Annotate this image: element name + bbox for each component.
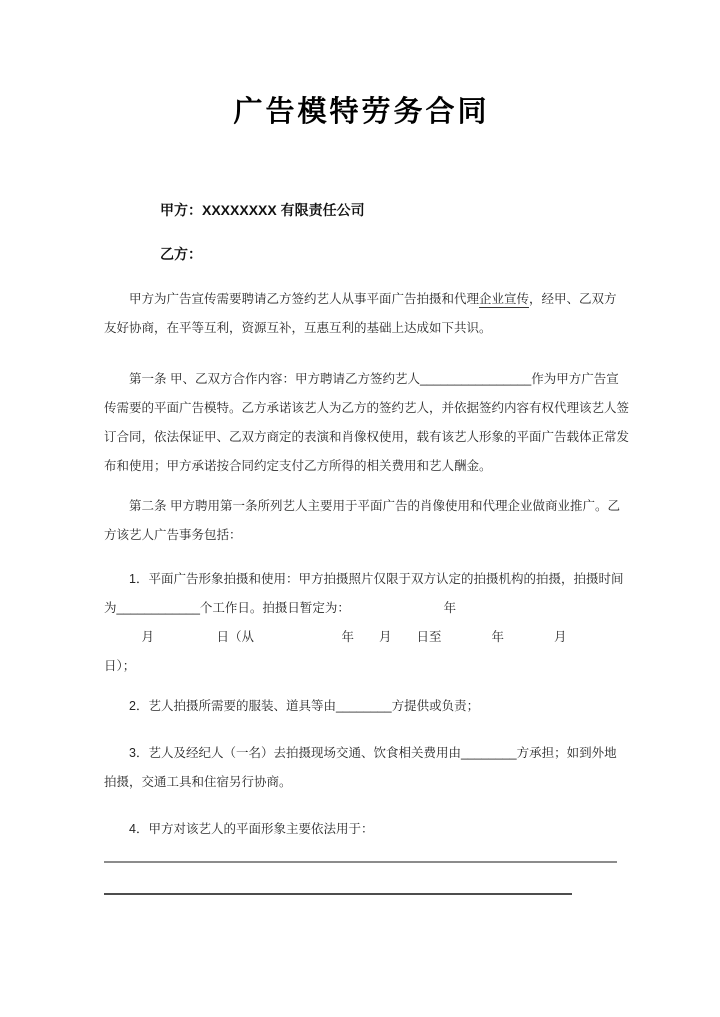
text-line: 4．甲方对该艺人的平面形象主要依法用于：: [129, 822, 374, 836]
text-line: 为____________个工作日。拍摄日暂定为： 年: [104, 601, 457, 615]
text-line: 3．艺人及经纪人（一名）去拍摄现场交通、饮食相关费用由________方承担；如到外地: [129, 746, 617, 760]
text-line: 传需要的平面广告模特。乙方承诺该艺人为乙方的签约艺人，并依据签约内容有权代理该艺人签: [104, 401, 630, 415]
item-2-paragraph: [104, 692, 619, 721]
text-line: 方该艺人广告事务包括：: [104, 528, 242, 542]
text-line: 月 日（从 年 月 日至 年 月: [104, 630, 567, 644]
text-line: 第二条 甲方聘用第一条所列艺人主要用于平面广告的肖像使用和代理企业做商业推广。乙: [129, 499, 620, 513]
intro-text-post: ，经甲、乙双方: [529, 292, 617, 306]
underlined-term: 企业宣传: [479, 292, 530, 306]
text-line: 第一条 甲、乙双方合作内容：甲方聘请乙方签约艺人________________作为甲方广告宣: [129, 372, 619, 386]
item-1-paragraph: [104, 565, 624, 681]
text-line: 订合同，依法保证甲、乙双方商定的表演和肖像权使用，载有该艺人形象的平面广告载体正常发: [104, 430, 630, 444]
intro-paragraph: [104, 285, 619, 343]
item-4-paragraph: [104, 815, 619, 844]
text-line: 日）；: [104, 659, 136, 673]
fill-in-rule-2: [104, 893, 572, 895]
document-title: 广告模特劳务合同: [233, 96, 490, 128]
text-line: [104, 285, 619, 314]
item-3-paragraph: [104, 739, 619, 797]
intro-text-pre: 甲方为广告宣传需要聘请乙方签约艺人从事平面广告拍摄和代理: [129, 292, 480, 306]
clause-1-paragraph: [104, 365, 630, 481]
text-line: 拍摄，交通工具和住宿另行协商。: [104, 775, 292, 789]
page-content: [0, 90, 720, 895]
party-b-line: 乙方：: [160, 246, 202, 262]
text-line: 1．平面广告形象拍摄和使用：甲方拍摄照片仅限于双方认定的拍摄机构的拍摄，拍摄时间: [129, 572, 624, 586]
party-a-line: 甲方：XXXXXXXX 有限责任公司: [160, 202, 365, 218]
fill-in-rule-1: [104, 861, 617, 863]
text-line: 2．艺人拍摄所需要的服装、道具等由________方提供或负责；: [129, 699, 480, 713]
clause-2-paragraph: [104, 492, 619, 550]
text-line: 友好协商，在平等互利，资源互补，互惠互利的基础上达成如下共识。: [104, 321, 492, 335]
text-line: 布和使用；甲方承诺按合同约定支付乙方所得的相关费用和艺人酬金。: [104, 459, 492, 473]
